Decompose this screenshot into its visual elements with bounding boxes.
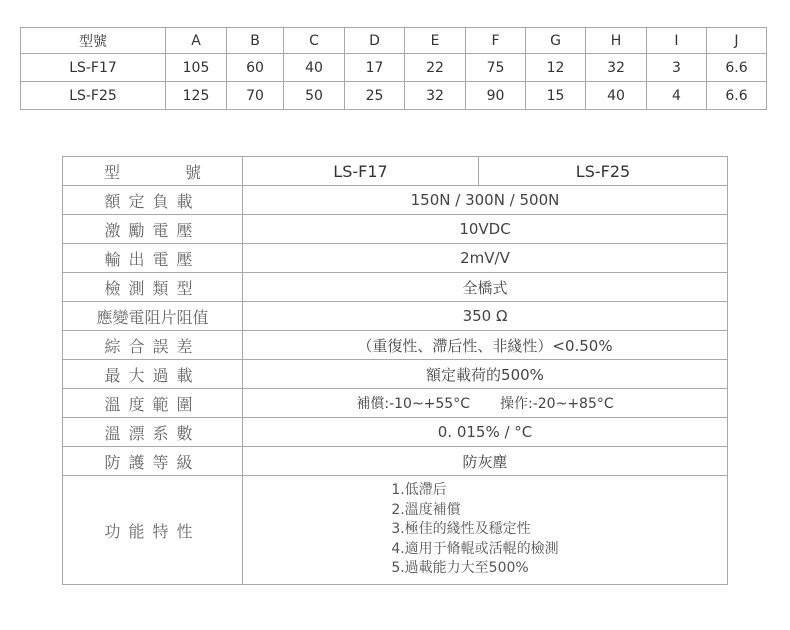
dimension-cell: 3 <box>647 54 707 82</box>
dimension-header-cell: 型號 <box>21 28 166 54</box>
spec-header-row <box>63 157 728 186</box>
spec-header-label: 型 號 <box>63 157 243 186</box>
dimension-cell: LS-F17 <box>21 54 166 82</box>
spec-label: 輸出電壓 <box>63 244 243 273</box>
spec-row-features <box>63 476 728 585</box>
feature-item: 5.過載能力大至500% <box>391 560 529 577</box>
dimension-cell: 4 <box>647 82 707 110</box>
spec-row-combined-error <box>63 331 728 360</box>
spec-label: 激勵電壓 <box>63 215 243 244</box>
dimension-cell: LS-F25 <box>21 82 166 110</box>
spec-value: （重復性、滯后性、非綫性）<0.50% <box>243 331 728 360</box>
dimension-cell: 75 <box>466 54 526 82</box>
dimension-cell: 32 <box>405 82 466 110</box>
spec-value: 額定載荷的500% <box>243 360 728 389</box>
spec-row-temperature-range <box>63 389 728 418</box>
spec-label: 綜合誤差 <box>63 331 243 360</box>
spec-value: 防灰塵 <box>243 447 728 476</box>
spec-value: 全橋式 <box>243 273 728 302</box>
dimension-cell: 22 <box>405 54 466 82</box>
spec-value: 10VDC <box>243 215 728 244</box>
dimension-cell: 17 <box>345 54 405 82</box>
dimension-header-cell: I <box>647 28 707 54</box>
dimension-table <box>20 27 767 110</box>
dimension-cell: 32 <box>586 54 647 82</box>
dimension-header-cell: B <box>227 28 284 54</box>
spec-row-detection-type <box>63 273 728 302</box>
spec-label: 額定負載 <box>63 186 243 215</box>
dimension-cell: 105 <box>166 54 227 82</box>
dimension-header-cell: E <box>405 28 466 54</box>
spec-row-output-voltage <box>63 244 728 273</box>
specification-table <box>62 156 728 585</box>
feature-item: 3.極佳的綫性及穩定性 <box>391 521 531 538</box>
dimension-cell: 40 <box>284 54 345 82</box>
spec-row-excitation-voltage <box>63 215 728 244</box>
model-header-ls-f25: LS-F25 <box>479 157 728 186</box>
dimension-cell: 25 <box>345 82 405 110</box>
feature-item: 1.低滯后 <box>391 482 447 499</box>
dimension-header-cell: A <box>166 28 227 54</box>
spec-value: 150N / 300N / 500N <box>243 186 728 215</box>
dimension-header-cell: F <box>466 28 526 54</box>
spec-label: 功能特性 <box>63 476 243 585</box>
dimension-cell: 50 <box>284 82 345 110</box>
dimension-cell: 70 <box>227 82 284 110</box>
compensation-temperature: 補償:-10~+55°C <box>356 396 470 412</box>
dimension-header-cell: C <box>284 28 345 54</box>
dimension-row <box>21 82 767 110</box>
dimension-cell: 6.6 <box>707 82 767 110</box>
features-list <box>391 481 558 579</box>
dimension-header-cell: J <box>707 28 767 54</box>
spec-row-strain-gauge-resistance <box>63 302 728 331</box>
dimension-row <box>21 54 767 82</box>
dimension-header-cell: H <box>586 28 647 54</box>
features-cell <box>243 476 728 585</box>
spec-label: 應變電阻片阻值 <box>63 302 243 331</box>
dimension-header-cell: D <box>345 28 405 54</box>
dimension-cell: 40 <box>586 82 647 110</box>
dimension-header-cell: G <box>526 28 586 54</box>
spec-value-temperature <box>243 389 728 418</box>
dimension-cell: 90 <box>466 82 526 110</box>
spec-label: 檢測類型 <box>63 273 243 302</box>
dimension-cell: 125 <box>166 82 227 110</box>
feature-item: 2.溫度補償 <box>391 501 461 518</box>
dimension-cell: 6.6 <box>707 54 767 82</box>
spec-row-rated-load <box>63 186 728 215</box>
spec-label: 溫度範圍 <box>63 389 243 418</box>
dimension-cell: 12 <box>526 54 586 82</box>
spec-value: 350 Ω <box>243 302 728 331</box>
spec-label: 防護等級 <box>63 447 243 476</box>
dimension-cell: 15 <box>526 82 586 110</box>
spec-row-temperature-drift <box>63 418 728 447</box>
spec-label: 最大過載 <box>63 360 243 389</box>
spec-row-protection-grade <box>63 447 728 476</box>
dimension-cell: 60 <box>227 54 284 82</box>
model-header-ls-f17: LS-F17 <box>243 157 479 186</box>
spec-value: 2mV/V <box>243 244 728 273</box>
dimension-header-row <box>21 28 767 54</box>
feature-item: 4.適用于脩輥或活輥的檢測 <box>391 540 559 557</box>
spec-row-max-overload <box>63 360 728 389</box>
spec-label: 溫漂系數 <box>63 418 243 447</box>
spec-value: 0. 015% / °C <box>243 418 728 447</box>
operation-temperature: 操作:-20~+85°C <box>500 396 614 412</box>
